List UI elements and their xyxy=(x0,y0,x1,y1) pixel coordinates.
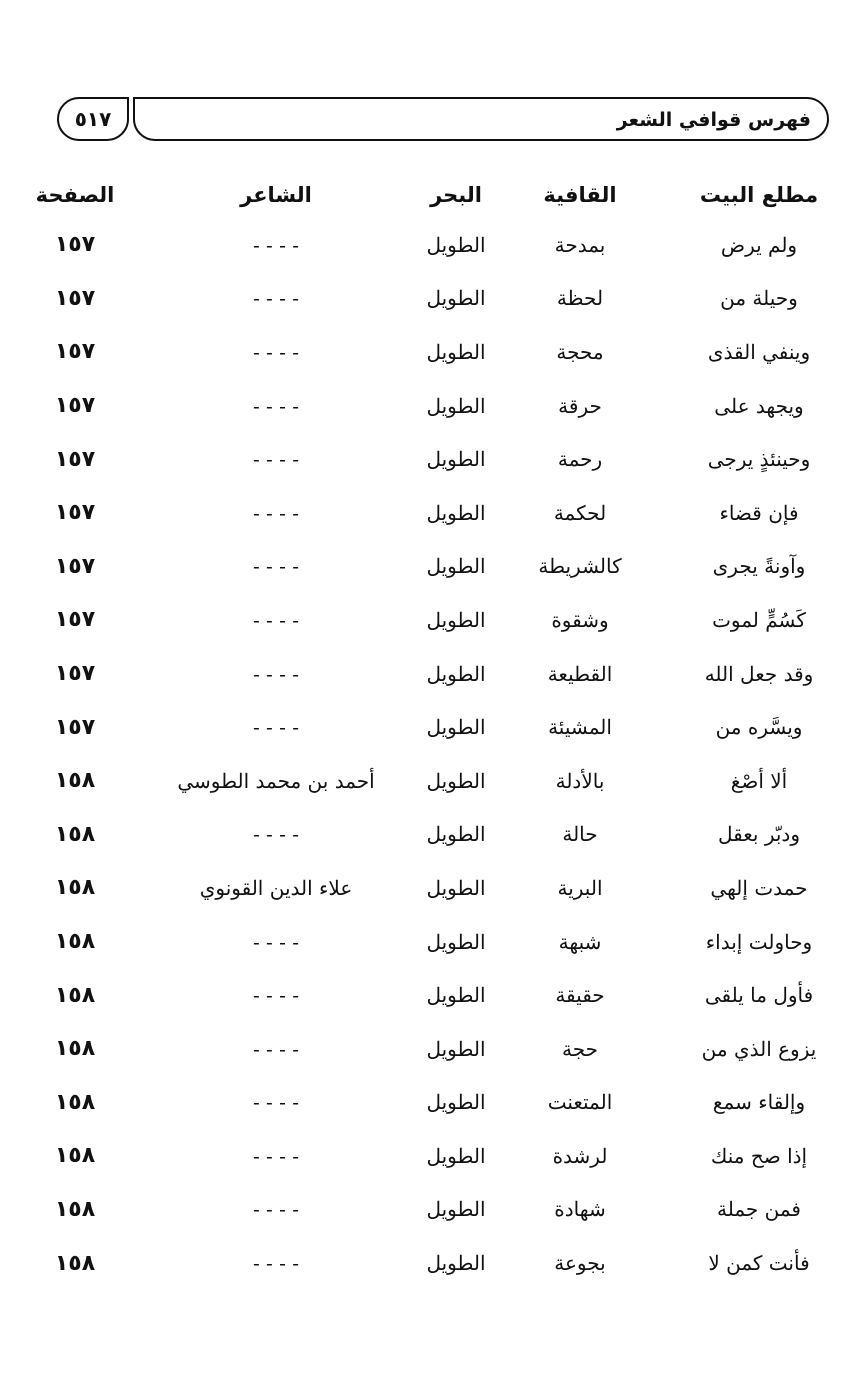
table-row xyxy=(0,754,868,808)
cell-opening: ويسَّره من xyxy=(715,715,803,740)
cell-page: ١٥٨ xyxy=(54,1196,96,1222)
cell-poet: - - - - xyxy=(252,661,300,686)
running-title-frame xyxy=(133,97,829,141)
cell-poet: - - - - xyxy=(252,1143,300,1168)
page-header xyxy=(57,97,829,143)
table-row xyxy=(0,1236,868,1290)
cell-opening: كَسُمٍّ لموت xyxy=(712,607,806,632)
cell-meter: الطويل xyxy=(426,929,486,954)
cell-meter: الطويل xyxy=(426,1251,486,1276)
cell-page: ١٥٧ xyxy=(54,661,96,687)
cell-opening: وحاولت إبداء xyxy=(705,929,813,954)
cell-meter: الطويل xyxy=(426,768,486,793)
cell-poet: - - - - xyxy=(252,554,300,579)
table-row xyxy=(0,218,868,272)
cell-poet: - - - - xyxy=(252,286,300,311)
cell-page: ١٥٧ xyxy=(54,232,96,258)
cell-rhyme: المشيئة xyxy=(548,715,612,740)
cell-rhyme: لحكمة xyxy=(553,500,607,525)
cell-rhyme: بالأدلة xyxy=(555,768,605,793)
cell-page: ١٥٧ xyxy=(54,500,96,526)
cell-meter: الطويل xyxy=(426,1143,486,1168)
table-row xyxy=(0,1076,868,1130)
cell-opening: ولم يرض xyxy=(720,232,798,257)
table-row xyxy=(0,272,868,326)
cell-poet: - - - - xyxy=(252,983,300,1008)
cell-page: ١٥٨ xyxy=(54,1143,96,1169)
cell-poet: - - - - xyxy=(252,822,300,847)
cell-rhyme: بمدحة xyxy=(554,232,606,257)
cell-rhyme: شبهة xyxy=(558,929,602,954)
cell-page: ١٥٨ xyxy=(54,982,96,1008)
cell-opening: فأنت كمن لا xyxy=(708,1251,810,1276)
cell-rhyme: حجة xyxy=(562,1036,598,1061)
cell-page: ١٥٧ xyxy=(54,607,96,633)
column-header-page: الصفحة xyxy=(35,183,115,207)
table-body xyxy=(0,218,868,1290)
cell-poet: - - - - xyxy=(252,1197,300,1222)
cell-opening: ألا أصْغ xyxy=(730,768,788,793)
page-number-frame xyxy=(57,97,129,141)
cell-opening: فإن قضاء xyxy=(719,500,799,525)
cell-page: ١٥٧ xyxy=(54,393,96,419)
cell-poet: - - - - xyxy=(252,1036,300,1061)
column-header-rhyme: القافية xyxy=(543,183,617,207)
cell-meter: الطويل xyxy=(426,875,486,900)
cell-meter: الطويل xyxy=(426,1036,486,1061)
running-title: فهرس قوافي الشعر xyxy=(616,109,811,131)
cell-meter: الطويل xyxy=(426,500,486,525)
cell-meter: الطويل xyxy=(426,661,486,686)
table-row xyxy=(0,915,868,969)
cell-poet: - - - - xyxy=(252,607,300,632)
cell-rhyme: حالة xyxy=(562,822,598,847)
cell-opening: فأول ما يلقى xyxy=(704,983,814,1008)
cell-opening: ويجهد على xyxy=(714,393,804,418)
page-number: ٥١٧ xyxy=(74,107,112,131)
cell-opening: فمن جملة xyxy=(717,1197,801,1222)
cell-meter: الطويل xyxy=(426,554,486,579)
cell-page: ١٥٨ xyxy=(54,875,96,901)
cell-page: ١٥٨ xyxy=(54,821,96,847)
cell-poet: - - - - xyxy=(252,1090,300,1115)
table-header-row xyxy=(0,172,868,218)
cell-rhyme: شهادة xyxy=(554,1197,606,1222)
cell-page: ١٥٧ xyxy=(54,446,96,472)
table-row xyxy=(0,1022,868,1076)
cell-rhyme: حقيقة xyxy=(555,983,605,1008)
cell-opening: يزوع الذي من xyxy=(701,1036,817,1061)
cell-poet: - - - - xyxy=(252,1251,300,1276)
cell-rhyme: محجة xyxy=(556,339,604,364)
cell-poet: - - - - xyxy=(252,393,300,418)
cell-poet: - - - - xyxy=(252,715,300,740)
cell-meter: الطويل xyxy=(426,286,486,311)
table-row xyxy=(0,808,868,862)
cell-meter: الطويل xyxy=(426,1197,486,1222)
cell-page: ١٥٨ xyxy=(54,1250,96,1276)
cell-meter: الطويل xyxy=(426,822,486,847)
table-row xyxy=(0,432,868,486)
cell-opening: وإلقاء سمع xyxy=(712,1090,806,1115)
table-row xyxy=(0,540,868,594)
column-header-poet: الشاعر xyxy=(240,183,312,207)
cell-page: ١٥٧ xyxy=(54,285,96,311)
cell-meter: الطويل xyxy=(426,447,486,472)
cell-rhyme: لحظة xyxy=(556,286,604,311)
column-header-meter: البحر xyxy=(430,183,482,207)
cell-poet: - - - - xyxy=(252,232,300,257)
table-row xyxy=(0,379,868,433)
cell-poet: أحمد بن محمد الطوسي xyxy=(177,768,375,793)
cell-meter: الطويل xyxy=(426,1090,486,1115)
cell-opening: وحينئذٍ يرجى xyxy=(707,447,811,472)
table-row xyxy=(0,647,868,701)
table-row xyxy=(0,325,868,379)
cell-rhyme: القطيعة xyxy=(547,661,613,686)
cell-page: ١٥٨ xyxy=(54,768,96,794)
cell-opening: إذا صح منك xyxy=(710,1143,808,1168)
cell-poet: - - - - xyxy=(252,929,300,954)
table-row xyxy=(0,1129,868,1183)
table-row xyxy=(0,968,868,1022)
cell-page: ١٥٨ xyxy=(54,1036,96,1062)
cell-meter: الطويل xyxy=(426,232,486,257)
cell-opening: وينفي القذى xyxy=(707,339,811,364)
cell-rhyme: كالشريطة xyxy=(538,554,622,579)
cell-page: ١٥٨ xyxy=(54,929,96,955)
cell-opening: ودبّر بعقل xyxy=(717,822,800,847)
cell-rhyme: رحمة xyxy=(557,447,603,472)
cell-page: ١٥٧ xyxy=(54,553,96,579)
cell-meter: الطويل xyxy=(426,983,486,1008)
cell-rhyme: البرية xyxy=(557,875,603,900)
cell-opening: وحيلة من xyxy=(720,286,798,311)
cell-page: ١٥٧ xyxy=(54,714,96,740)
poetry-rhyme-index-table xyxy=(0,172,868,1290)
table-row xyxy=(0,861,868,915)
table-row xyxy=(0,593,868,647)
cell-page: ١٥٧ xyxy=(54,339,96,365)
cell-opening: وقد جعل الله xyxy=(704,661,814,686)
cell-rhyme: وشقوة xyxy=(551,607,609,632)
cell-meter: الطويل xyxy=(426,607,486,632)
cell-rhyme: حرقة xyxy=(558,393,602,418)
cell-poet: علاء الدين القونوي xyxy=(199,875,353,900)
cell-poet: - - - - xyxy=(252,447,300,472)
cell-rhyme: بجوعة xyxy=(554,1251,606,1276)
cell-poet: - - - - xyxy=(252,500,300,525)
cell-meter: الطويل xyxy=(426,393,486,418)
table-row xyxy=(0,486,868,540)
table-row xyxy=(0,1183,868,1237)
cell-meter: الطويل xyxy=(426,339,486,364)
column-header-opening: مطلع البيت xyxy=(699,183,819,207)
cell-rhyme: المتعنت xyxy=(547,1090,613,1115)
table-row xyxy=(0,700,868,754)
cell-meter: الطويل xyxy=(426,715,486,740)
cell-opening: وآونةً يجرى xyxy=(712,554,806,579)
cell-poet: - - - - xyxy=(252,339,300,364)
cell-rhyme: لرشدة xyxy=(552,1143,608,1168)
cell-page: ١٥٨ xyxy=(54,1089,96,1115)
cell-opening: حمدت إلهي xyxy=(710,875,808,900)
